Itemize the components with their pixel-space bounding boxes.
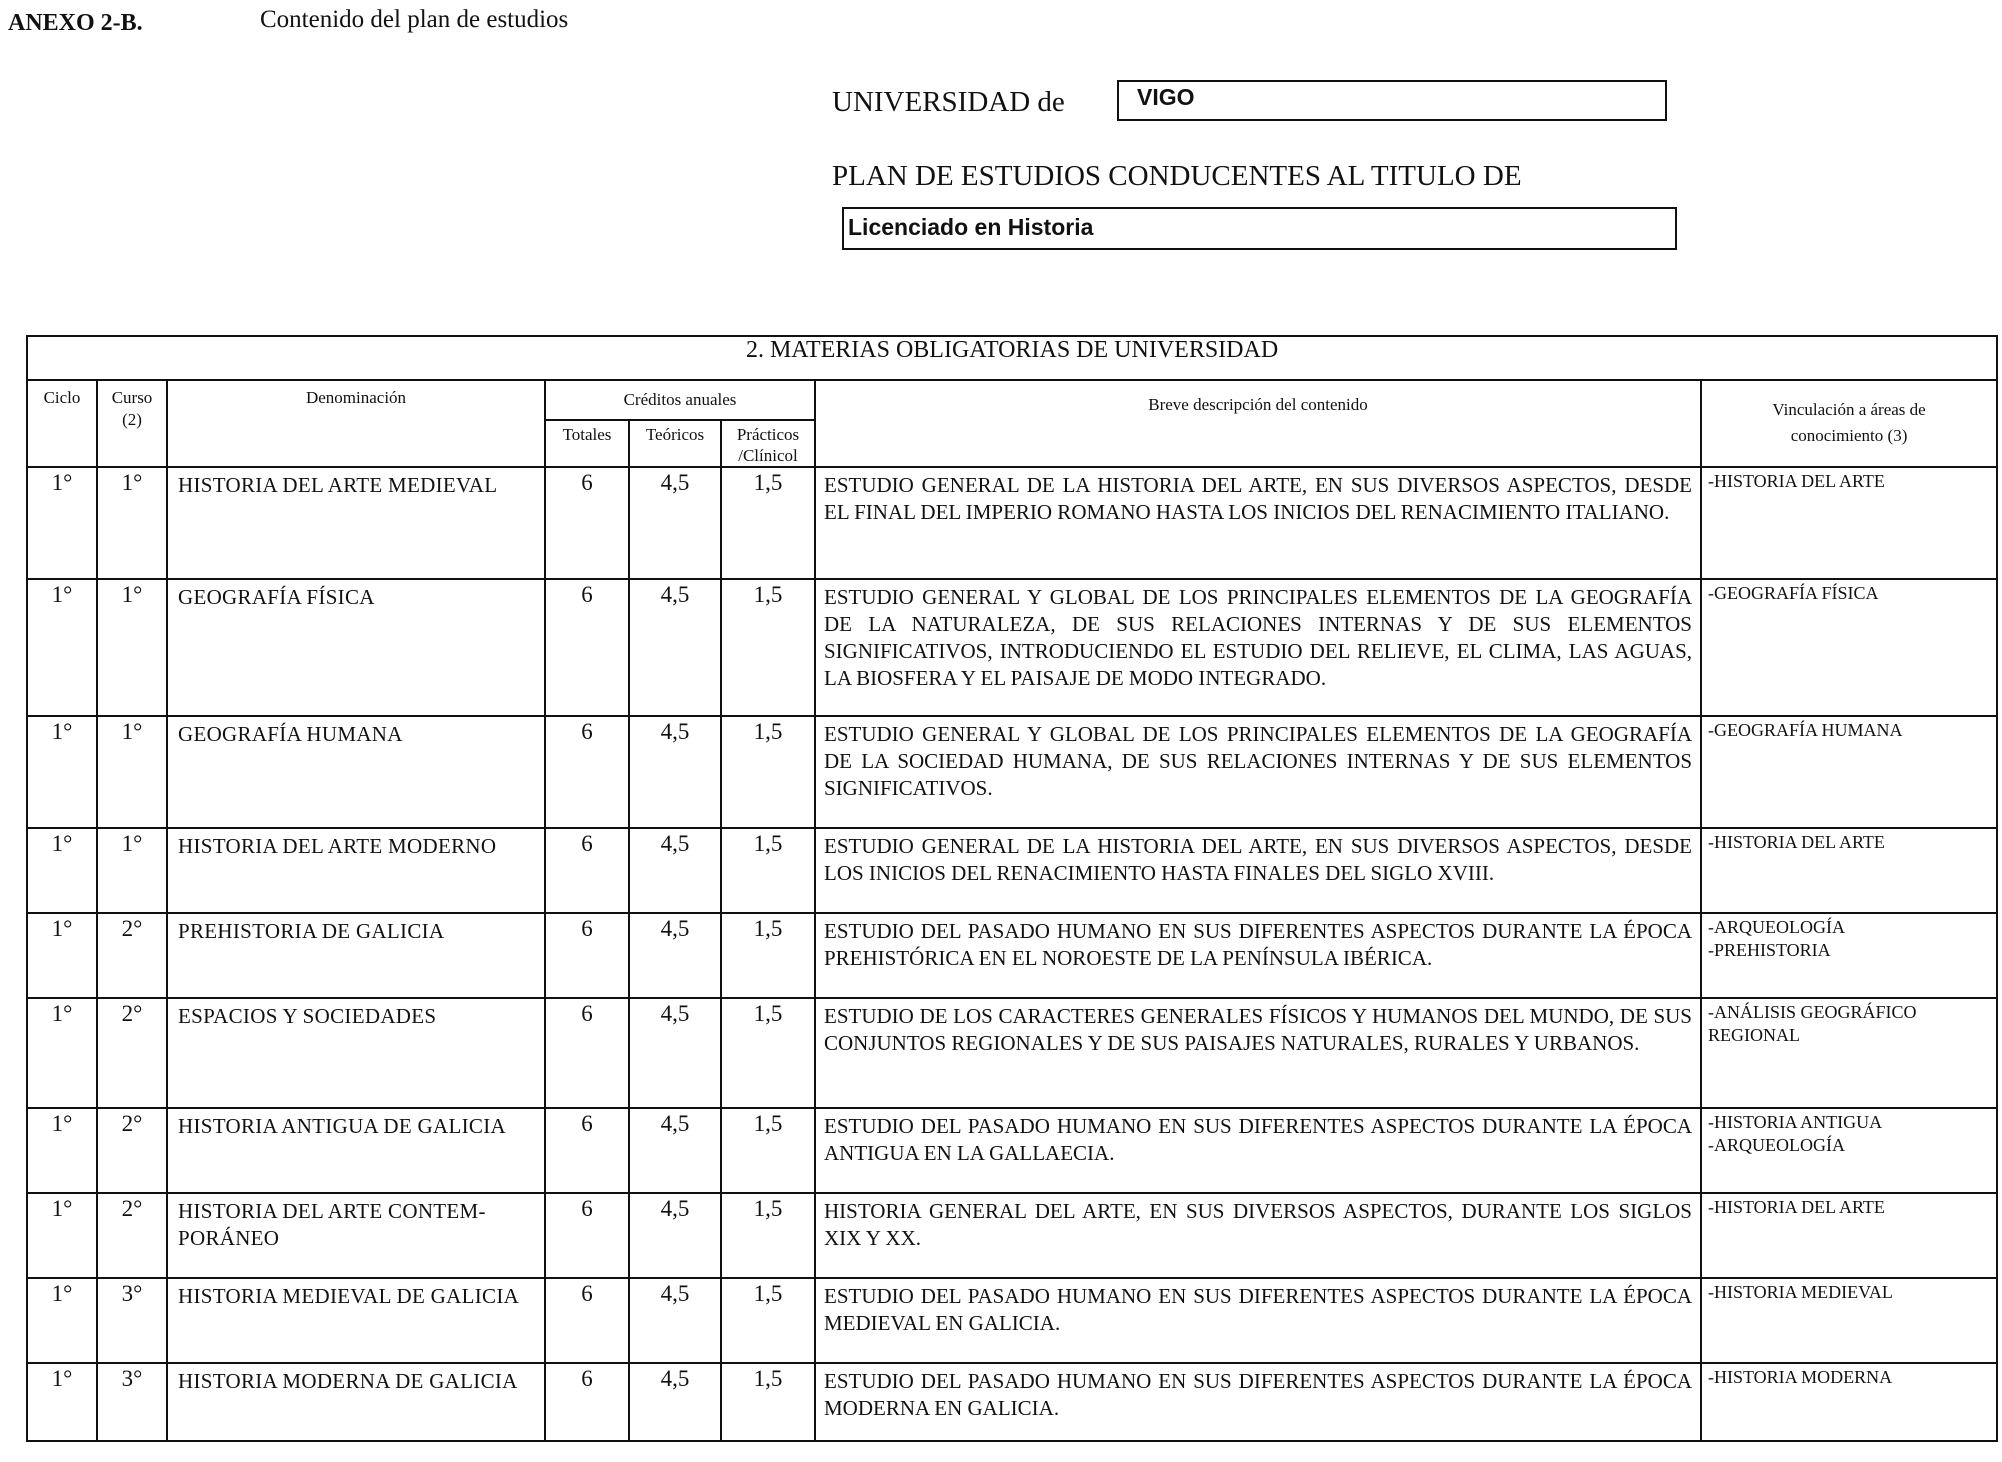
col-descripcion: Breve descripción del contenido: [815, 380, 1701, 467]
cell-teoricos: 4,5: [629, 1278, 721, 1363]
cell-teoricos: 4,5: [629, 1193, 721, 1278]
cell-descripcion: ESTUDIO DEL PASADO HUMANO EN SUS DIFERENTES ASPECTOS DURANTE LA ÉPOCA MEDIEVAL EN GALICIA.: [815, 1278, 1701, 1363]
area-line: REGIONAL: [1708, 1025, 1800, 1045]
cell-descripcion: ESTUDIO GENERAL Y GLOBAL DE LOS PRINCIPALES ELEMENTOS DE LA GEOGRAFÍA DE LA NATURALEZA, DE SUS RELACIONES INTERNAS Y DE SUS ELEMENTOS SIGNIFICATIVOS, INTRODUCIENDO EL ESTUDIO DEL RELIEVE, EL CLIMA, LAS AGUAS, LA BIOSFERA Y EL PAISAJE DE MODO INTEGRADO.: [815, 579, 1701, 716]
cell-descripcion: ESTUDIO DEL PASADO HUMANO EN SUS DIFERENTES ASPECTOS DURANTE LA ÉPOCA PREHISTÓRICA EN EL NOROESTE DE LA PENÍNSULA IBÉRICA.: [815, 913, 1701, 998]
cell-totales: 6: [545, 467, 629, 579]
cell-curso: 2°: [97, 998, 167, 1108]
cell-practicos: 1,5: [721, 1363, 815, 1441]
table-row: [27, 579, 1997, 716]
table-row: [27, 998, 1997, 1108]
col-curso-label: Curso: [111, 388, 153, 407]
cell-ciclo: 1°: [27, 998, 97, 1108]
area-line: -ARQUEOLOGÍA: [1708, 917, 1845, 937]
cell-ciclo: 1°: [27, 1108, 97, 1193]
col-vinculacion-line2: conocimiento (3): [1790, 426, 1908, 445]
col-vinculacion-line1: Vinculación a áreas de: [1772, 400, 1926, 419]
table-row: [27, 1108, 1997, 1193]
table-row: [27, 1193, 1997, 1278]
cell-denominacion: GEOGRAFÍA HUMANA: [167, 716, 545, 828]
col-denominacion: Denominación: [167, 380, 545, 467]
cell-ciclo: 1°: [27, 1193, 97, 1278]
cell-denominacion: HISTORIA DEL ARTE MEDIEVAL: [167, 467, 545, 579]
cell-descripcion: ESTUDIO GENERAL DE LA HISTORIA DEL ARTE, EN SUS DIVERSOS ASPECTOS, DESDE LOS INICIOS DEL RENACIMIENTO HASTA FINALES DEL SIGLO XVIII.: [815, 828, 1701, 913]
cell-curso: 3°: [97, 1363, 167, 1441]
cell-descripcion: ESTUDIO GENERAL Y GLOBAL DE LOS PRINCIPALES ELEMENTOS DE LA GEOGRAFÍA DE LA SOCIEDAD HUMANA, DE SUS RELACIONES INTERNAS Y DE SUS ELEMENTOS SIGNIFICATIVOS.: [815, 716, 1701, 828]
table-row: [27, 716, 1997, 828]
col-practicos-line1: Prácticos: [736, 425, 800, 444]
cell-curso: 2°: [97, 1193, 167, 1278]
section-title: 2. MATERIAS OBLIGATORIAS DE UNIVERSIDAD: [27, 336, 1997, 380]
col-practicos: [721, 420, 815, 467]
cell-denominacion: GEOGRAFÍA FÍSICA: [167, 579, 545, 716]
university-field: [1117, 80, 1667, 121]
cell-teoricos: 4,5: [629, 998, 721, 1108]
cell-denominacion: HISTORIA MEDIEVAL DE GALICIA: [167, 1278, 545, 1363]
cell-curso: 2°: [97, 1108, 167, 1193]
cell-curso: 1°: [97, 579, 167, 716]
cell-denominacion: HISTORIA DEL ARTE CONTEM-PORÁNEO: [167, 1193, 545, 1278]
area-line: -HISTORIA MODERNA: [1708, 1367, 1893, 1387]
cell-curso: 1°: [97, 467, 167, 579]
cell-area: [1701, 913, 1997, 998]
cell-ciclo: 1°: [27, 716, 97, 828]
cell-area: [1701, 579, 1997, 716]
cell-practicos: 1,5: [721, 716, 815, 828]
cell-area: [1701, 998, 1997, 1108]
cell-area: [1701, 828, 1997, 913]
cell-totales: 6: [545, 1278, 629, 1363]
col-vinculacion: [1701, 380, 1997, 467]
cell-curso: 1°: [97, 828, 167, 913]
cell-totales: 6: [545, 913, 629, 998]
cell-curso: 3°: [97, 1278, 167, 1363]
cell-denominacion: PREHISTORIA DE GALICIA: [167, 913, 545, 998]
col-ciclo: Ciclo: [27, 380, 97, 467]
cell-teoricos: 4,5: [629, 913, 721, 998]
area-line: -HISTORIA DEL ARTE: [1708, 471, 1885, 491]
cell-teoricos: 4,5: [629, 1363, 721, 1441]
table-row: [27, 1363, 1997, 1441]
cell-ciclo: 1°: [27, 913, 97, 998]
cell-descripcion: ESTUDIO DE LOS CARACTERES GENERALES FÍSICOS Y HUMANOS DEL MUNDO, DE SUS CONJUNTOS REGIONALES Y DE SUS PAISAJES NATURALES, RURALES Y URBANOS.: [815, 998, 1701, 1108]
col-teoricos: Teóricos: [629, 420, 721, 467]
cell-totales: 6: [545, 828, 629, 913]
area-line: -GEOGRAFÍA HUMANA: [1708, 720, 1903, 740]
degree-title-field: [842, 207, 1677, 250]
plan-label: PLAN DE ESTUDIOS CONDUCENTES AL TITULO DE: [832, 160, 1522, 192]
col-totales: Totales: [545, 420, 629, 467]
col-practicos-line2: /Clínicol: [738, 446, 798, 465]
annex-label: ANEXO 2-B.: [8, 10, 143, 36]
cell-denominacion: HISTORIA DEL ARTE MODERNO: [167, 828, 545, 913]
cell-ciclo: 1°: [27, 1278, 97, 1363]
cell-ciclo: 1°: [27, 828, 97, 913]
cell-teoricos: 4,5: [629, 467, 721, 579]
cell-totales: 6: [545, 1108, 629, 1193]
col-creditos: Créditos anuales: [545, 380, 815, 420]
cell-descripcion: ESTUDIO DEL PASADO HUMANO EN SUS DIFERENTES ASPECTOS DURANTE LA ÉPOCA ANTIGUA EN LA GALLAECIA.: [815, 1108, 1701, 1193]
table-row: [27, 467, 1997, 579]
annex-subtitle: Contenido del plan de estudios: [260, 6, 569, 33]
table-row: [27, 913, 1997, 998]
cell-descripcion: HISTORIA GENERAL DEL ARTE, EN SUS DIVERSOS ASPECTOS, DURANTE LOS SIGLOS XIX Y XX.: [815, 1193, 1701, 1278]
cell-practicos: 1,5: [721, 913, 815, 998]
cell-descripcion: ESTUDIO DEL PASADO HUMANO EN SUS DIFERENTES ASPECTOS DURANTE LA ÉPOCA MODERNA EN GALICIA.: [815, 1363, 1701, 1441]
cell-practicos: 1,5: [721, 579, 815, 716]
cell-teoricos: 4,5: [629, 716, 721, 828]
cell-practicos: 1,5: [721, 1193, 815, 1278]
area-line: -GEOGRAFÍA FÍSICA: [1708, 583, 1879, 603]
col-curso-note: (2): [122, 410, 142, 429]
cell-area: [1701, 1278, 1997, 1363]
cell-area: [1701, 716, 1997, 828]
cell-ciclo: 1°: [27, 1363, 97, 1441]
cell-totales: 6: [545, 1363, 629, 1441]
degree-title-value: Licenciado en Historia: [848, 214, 1094, 240]
cell-curso: 2°: [97, 913, 167, 998]
cell-teoricos: 4,5: [629, 579, 721, 716]
area-line: -HISTORIA ANTIGUA: [1708, 1112, 1883, 1132]
table-row: [27, 1278, 1997, 1363]
cell-teoricos: 4,5: [629, 1108, 721, 1193]
university-label: UNIVERSIDAD de: [832, 86, 1065, 118]
cell-ciclo: 1°: [27, 467, 97, 579]
cell-totales: 6: [545, 716, 629, 828]
cell-practicos: 1,5: [721, 1108, 815, 1193]
cell-denominacion: HISTORIA MODERNA DE GALICIA: [167, 1363, 545, 1441]
cell-area: [1701, 1363, 1997, 1441]
cell-denominacion: ESPACIOS Y SOCIEDADES: [167, 998, 545, 1108]
cell-totales: 6: [545, 579, 629, 716]
area-line: -HISTORIA MEDIEVAL: [1708, 1282, 1893, 1302]
university-value: VIGO: [1137, 84, 1195, 110]
cell-practicos: 1,5: [721, 998, 815, 1108]
cell-practicos: 1,5: [721, 1278, 815, 1363]
cell-denominacion: HISTORIA ANTIGUA DE GALICIA: [167, 1108, 545, 1193]
area-line: -ANÁLISIS GEOGRÁFICO: [1708, 1002, 1917, 1022]
cell-practicos: 1,5: [721, 828, 815, 913]
cell-practicos: 1,5: [721, 467, 815, 579]
cell-totales: 6: [545, 998, 629, 1108]
area-line: -PREHISTORIA: [1708, 940, 1831, 960]
area-line: -HISTORIA DEL ARTE: [1708, 1197, 1885, 1217]
cell-area: [1701, 1193, 1997, 1278]
cell-descripcion: ESTUDIO GENERAL DE LA HISTORIA DEL ARTE, EN SUS DIVERSOS ASPECTOS, DESDE EL FINAL DEL IMPERIO ROMANO HASTA LOS INICIOS DEL RENACIMIENTO ITALIANO.: [815, 467, 1701, 579]
table-row: [27, 828, 1997, 913]
cell-curso: 1°: [97, 716, 167, 828]
cell-area: [1701, 1108, 1997, 1193]
subjects-table: [26, 335, 1998, 1442]
cell-teoricos: 4,5: [629, 828, 721, 913]
cell-ciclo: 1°: [27, 579, 97, 716]
area-line: -ARQUEOLOGÍA: [1708, 1135, 1845, 1155]
col-curso: [97, 380, 167, 467]
cell-area: [1701, 467, 1997, 579]
cell-totales: 6: [545, 1193, 629, 1278]
area-line: -HISTORIA DEL ARTE: [1708, 832, 1885, 852]
